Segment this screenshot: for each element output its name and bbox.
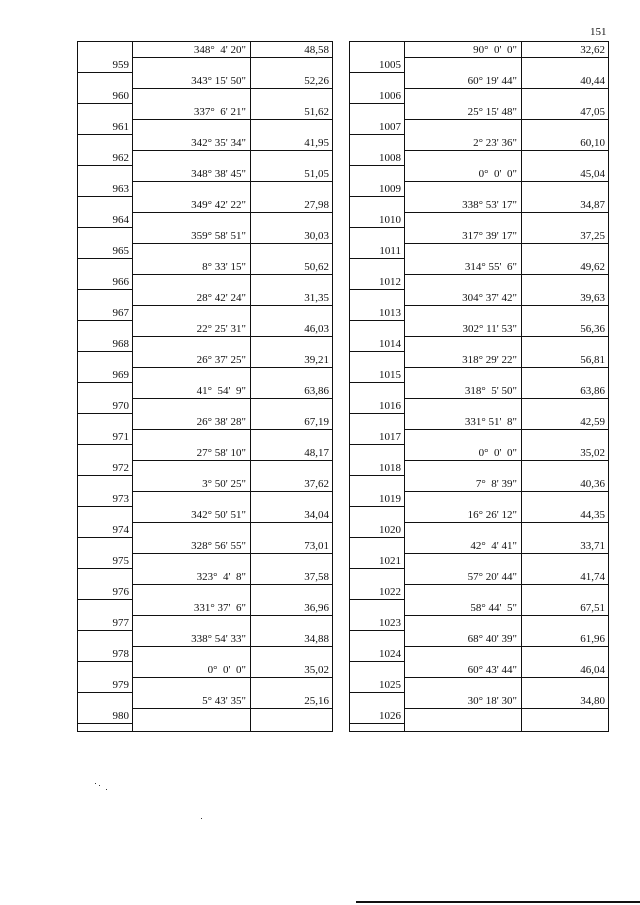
leg-distance: 60,10 (580, 137, 605, 149)
leg-distance: 33,71 (580, 540, 605, 552)
leg-bearing: 30° 18' 30" (467, 695, 517, 707)
station-number: 1010 (379, 214, 401, 226)
leg-distance: 47,05 (580, 106, 605, 118)
leg-divider (404, 212, 608, 213)
station-divider (350, 289, 404, 290)
leg-distance: 37,25 (580, 230, 605, 242)
leg-bearing: 342° 50' 51" (191, 509, 246, 521)
leg-distance: 36,96 (304, 602, 329, 614)
leg-divider (132, 274, 332, 275)
station-number: 971 (112, 431, 129, 443)
leg-distance: 34,04 (304, 509, 329, 521)
scan-speck (95, 783, 96, 784)
station-divider (78, 444, 132, 445)
leg-distance: 46,03 (304, 323, 329, 335)
station-number: 970 (112, 400, 129, 412)
station-number: 1024 (379, 648, 401, 660)
station-number: 1015 (379, 369, 401, 381)
leg-bearing: 42° 4' 41" (470, 540, 517, 552)
station-divider (350, 692, 404, 693)
leg-bearing: 26° 38' 28" (196, 416, 246, 428)
leg-divider (132, 460, 332, 461)
scan-speck (99, 785, 100, 786)
station-divider (350, 165, 404, 166)
station-divider (78, 320, 132, 321)
station-number: 1025 (379, 679, 401, 691)
leg-bearing: 349° 42' 22" (191, 199, 246, 211)
leg-divider (404, 615, 608, 616)
leg-divider (404, 522, 608, 523)
station-number: 1012 (379, 276, 401, 288)
leg-distance: 27,98 (304, 199, 329, 211)
station-divider (350, 537, 404, 538)
station-number: 1007 (379, 121, 401, 133)
leg-bearing: 328° 56' 55" (191, 540, 246, 552)
leg-distance: 50,62 (304, 261, 329, 273)
station-number: 1018 (379, 462, 401, 474)
leg-divider (132, 708, 332, 709)
leg-bearing: 318° 29' 22" (462, 354, 517, 366)
leg-bearing: 28° 42' 24" (196, 292, 246, 304)
leg-divider (404, 243, 608, 244)
station-number: 959 (112, 59, 129, 71)
station-number: 969 (112, 369, 129, 381)
station-divider (350, 506, 404, 507)
station-divider (350, 475, 404, 476)
leg-bearing: 68° 40' 39" (467, 633, 517, 645)
station-divider (78, 506, 132, 507)
station-divider (350, 661, 404, 662)
leg-divider (132, 119, 332, 120)
station-number: 1009 (379, 183, 401, 195)
station-number: 962 (112, 152, 129, 164)
station-number: 1013 (379, 307, 401, 319)
station-divider (78, 289, 132, 290)
station-divider (350, 630, 404, 631)
leg-divider (132, 491, 332, 492)
leg-distance: 42,59 (580, 416, 605, 428)
leg-distance: 56,81 (580, 354, 605, 366)
page-number: 151 (590, 26, 607, 38)
scan-speck (201, 818, 202, 819)
leg-bearing: 338° 54' 33" (191, 633, 246, 645)
station-number: 963 (112, 183, 129, 195)
leg-distance: 34,88 (304, 633, 329, 645)
footer-rule (356, 901, 640, 903)
station-number: 1008 (379, 152, 401, 164)
leg-divider (132, 615, 332, 616)
station-divider (350, 723, 404, 724)
leg-bearing: 7° 8' 39" (475, 478, 517, 490)
station-number: 973 (112, 493, 129, 505)
leg-distance: 51,05 (304, 168, 329, 180)
leg-bearing: 60° 43' 44" (467, 664, 517, 676)
leg-divider (404, 57, 608, 58)
station-divider (78, 661, 132, 662)
leg-bearing: 331° 37' 6" (193, 602, 246, 614)
leg-bearing: 359° 58' 51" (191, 230, 246, 242)
station-number: 1021 (379, 555, 401, 567)
leg-distance: 48,17 (304, 447, 329, 459)
station-divider (350, 72, 404, 73)
leg-divider (404, 460, 608, 461)
leg-distance: 40,36 (580, 478, 605, 490)
leg-bearing: 338° 53' 17" (462, 199, 517, 211)
station-number: 1006 (379, 90, 401, 102)
leg-bearing: 0° 0' 0" (478, 168, 517, 180)
leg-divider (404, 181, 608, 182)
leg-bearing: 90° 0' 0" (473, 44, 517, 56)
leg-distance: 45,04 (580, 168, 605, 180)
station-number: 1011 (379, 245, 401, 257)
leg-divider (132, 212, 332, 213)
leg-distance: 51,62 (304, 106, 329, 118)
station-number: 1026 (379, 710, 401, 722)
leg-divider (132, 367, 332, 368)
station-divider (78, 134, 132, 135)
leg-distance: 39,63 (580, 292, 605, 304)
leg-divider (404, 398, 608, 399)
leg-bearing: 57° 20' 44" (467, 571, 517, 583)
leg-divider (404, 274, 608, 275)
leg-divider (404, 584, 608, 585)
station-number: 1022 (379, 586, 401, 598)
leg-distance: 67,51 (580, 602, 605, 614)
leg-divider (132, 646, 332, 647)
leg-distance: 56,36 (580, 323, 605, 335)
scan-speck (106, 789, 107, 790)
station-number: 1023 (379, 617, 401, 629)
leg-divider (132, 88, 332, 89)
station-number: 980 (112, 710, 129, 722)
leg-distance: 25,16 (304, 695, 329, 707)
leg-divider (404, 646, 608, 647)
station-divider (78, 723, 132, 724)
leg-divider (404, 336, 608, 337)
station-divider (78, 599, 132, 600)
leg-bearing: 25° 15' 48" (467, 106, 517, 118)
station-number: 978 (112, 648, 129, 660)
leg-divider (132, 584, 332, 585)
station-number: 1005 (379, 59, 401, 71)
leg-bearing: 0° 0' 0" (207, 664, 246, 676)
leg-bearing: 2° 23' 36" (473, 137, 517, 149)
leg-divider (404, 553, 608, 554)
station-divider (78, 692, 132, 693)
leg-bearing: 27° 58' 10" (196, 447, 246, 459)
leg-bearing: 348° 4' 20" (193, 44, 246, 56)
leg-bearing: 41° 54' 9" (196, 385, 246, 397)
leg-bearing: 314° 55' 6" (464, 261, 517, 273)
leg-divider (132, 398, 332, 399)
station-divider (350, 258, 404, 259)
station-divider (78, 72, 132, 73)
leg-distance: 37,58 (304, 571, 329, 583)
leg-divider (404, 305, 608, 306)
leg-divider (404, 677, 608, 678)
leg-bearing: 5° 43' 35" (202, 695, 246, 707)
station-number: 968 (112, 338, 129, 350)
station-divider (78, 537, 132, 538)
station-divider (78, 258, 132, 259)
leg-bearing: 3° 50' 25" (202, 478, 246, 490)
station-number: 1016 (379, 400, 401, 412)
station-number: 976 (112, 586, 129, 598)
leg-divider (404, 708, 608, 709)
leg-distance: 30,03 (304, 230, 329, 242)
leg-bearing: 26° 37' 25" (196, 354, 246, 366)
station-divider (78, 103, 132, 104)
leg-distance: 61,96 (580, 633, 605, 645)
leg-divider (132, 336, 332, 337)
leg-distance: 52,26 (304, 75, 329, 87)
station-number: 961 (112, 121, 129, 133)
leg-distance: 63,86 (304, 385, 329, 397)
leg-distance: 35,02 (580, 447, 605, 459)
station-divider (350, 568, 404, 569)
leg-distance: 37,62 (304, 478, 329, 490)
station-divider (350, 196, 404, 197)
leg-distance: 49,62 (580, 261, 605, 273)
leg-divider (132, 243, 332, 244)
leg-bearing: 60° 19' 44" (467, 75, 517, 87)
station-divider (78, 227, 132, 228)
station-number: 1019 (379, 493, 401, 505)
station-number: 960 (112, 90, 129, 102)
leg-distance: 46,04 (580, 664, 605, 676)
leg-divider (404, 367, 608, 368)
station-divider (78, 165, 132, 166)
station-number: 979 (112, 679, 129, 691)
leg-distance: 41,95 (304, 137, 329, 149)
leg-bearing: 22° 25' 31" (196, 323, 246, 335)
station-divider (350, 444, 404, 445)
survey-table-left (77, 41, 333, 732)
leg-bearing: 317° 39' 17" (462, 230, 517, 242)
station-number: 974 (112, 524, 129, 536)
leg-bearing: 58° 44' 5" (470, 602, 517, 614)
station-number: 967 (112, 307, 129, 319)
leg-bearing: 331° 51' 8" (464, 416, 517, 428)
leg-divider (132, 677, 332, 678)
station-number: 1020 (379, 524, 401, 536)
leg-divider (404, 429, 608, 430)
leg-divider (404, 119, 608, 120)
leg-bearing: 323° 4' 8" (196, 571, 246, 583)
leg-divider (132, 429, 332, 430)
station-divider (350, 599, 404, 600)
station-divider (78, 382, 132, 383)
leg-distance: 34,80 (580, 695, 605, 707)
leg-distance: 41,74 (580, 571, 605, 583)
leg-bearing: 8° 33' 15" (202, 261, 246, 273)
station-divider (78, 630, 132, 631)
station-number: 965 (112, 245, 129, 257)
leg-distance: 73,01 (304, 540, 329, 552)
station-divider (350, 227, 404, 228)
leg-divider (132, 150, 332, 151)
station-divider (78, 475, 132, 476)
leg-divider (404, 491, 608, 492)
station-divider (350, 103, 404, 104)
leg-distance: 48,58 (304, 44, 329, 56)
leg-divider (404, 150, 608, 151)
station-divider (350, 320, 404, 321)
leg-divider (132, 553, 332, 554)
leg-distance: 44,35 (580, 509, 605, 521)
station-number: 972 (112, 462, 129, 474)
leg-bearing: 302° 11' 53" (462, 323, 517, 335)
leg-bearing: 342° 35' 34" (191, 137, 246, 149)
station-number: 1017 (379, 431, 401, 443)
station-number: 964 (112, 214, 129, 226)
leg-bearing: 304° 37' 42" (462, 292, 517, 304)
leg-bearing: 343° 15' 50" (191, 75, 246, 87)
survey-table-right (349, 41, 609, 732)
leg-distance: 31,35 (304, 292, 329, 304)
station-divider (350, 134, 404, 135)
leg-distance: 39,21 (304, 354, 329, 366)
leg-distance: 34,87 (580, 199, 605, 211)
leg-bearing: 16° 26' 12" (467, 509, 517, 521)
station-divider (350, 351, 404, 352)
station-divider (78, 351, 132, 352)
station-divider (78, 196, 132, 197)
leg-distance: 40,44 (580, 75, 605, 87)
leg-distance: 67,19 (304, 416, 329, 428)
leg-bearing: 337° 6' 21" (193, 106, 246, 118)
leg-distance: 35,02 (304, 664, 329, 676)
station-divider (350, 413, 404, 414)
leg-distance: 63,86 (580, 385, 605, 397)
station-divider (78, 413, 132, 414)
station-number: 975 (112, 555, 129, 567)
leg-bearing: 318° 5' 50" (464, 385, 517, 397)
leg-divider (132, 305, 332, 306)
leg-divider (132, 181, 332, 182)
station-number: 977 (112, 617, 129, 629)
leg-bearing: 0° 0' 0" (478, 447, 517, 459)
leg-divider (132, 522, 332, 523)
leg-divider (404, 88, 608, 89)
station-divider (78, 568, 132, 569)
station-divider (350, 382, 404, 383)
leg-divider (132, 57, 332, 58)
leg-distance: 32,62 (580, 44, 605, 56)
leg-bearing: 348° 38' 45" (191, 168, 246, 180)
station-number: 966 (112, 276, 129, 288)
station-number: 1014 (379, 338, 401, 350)
